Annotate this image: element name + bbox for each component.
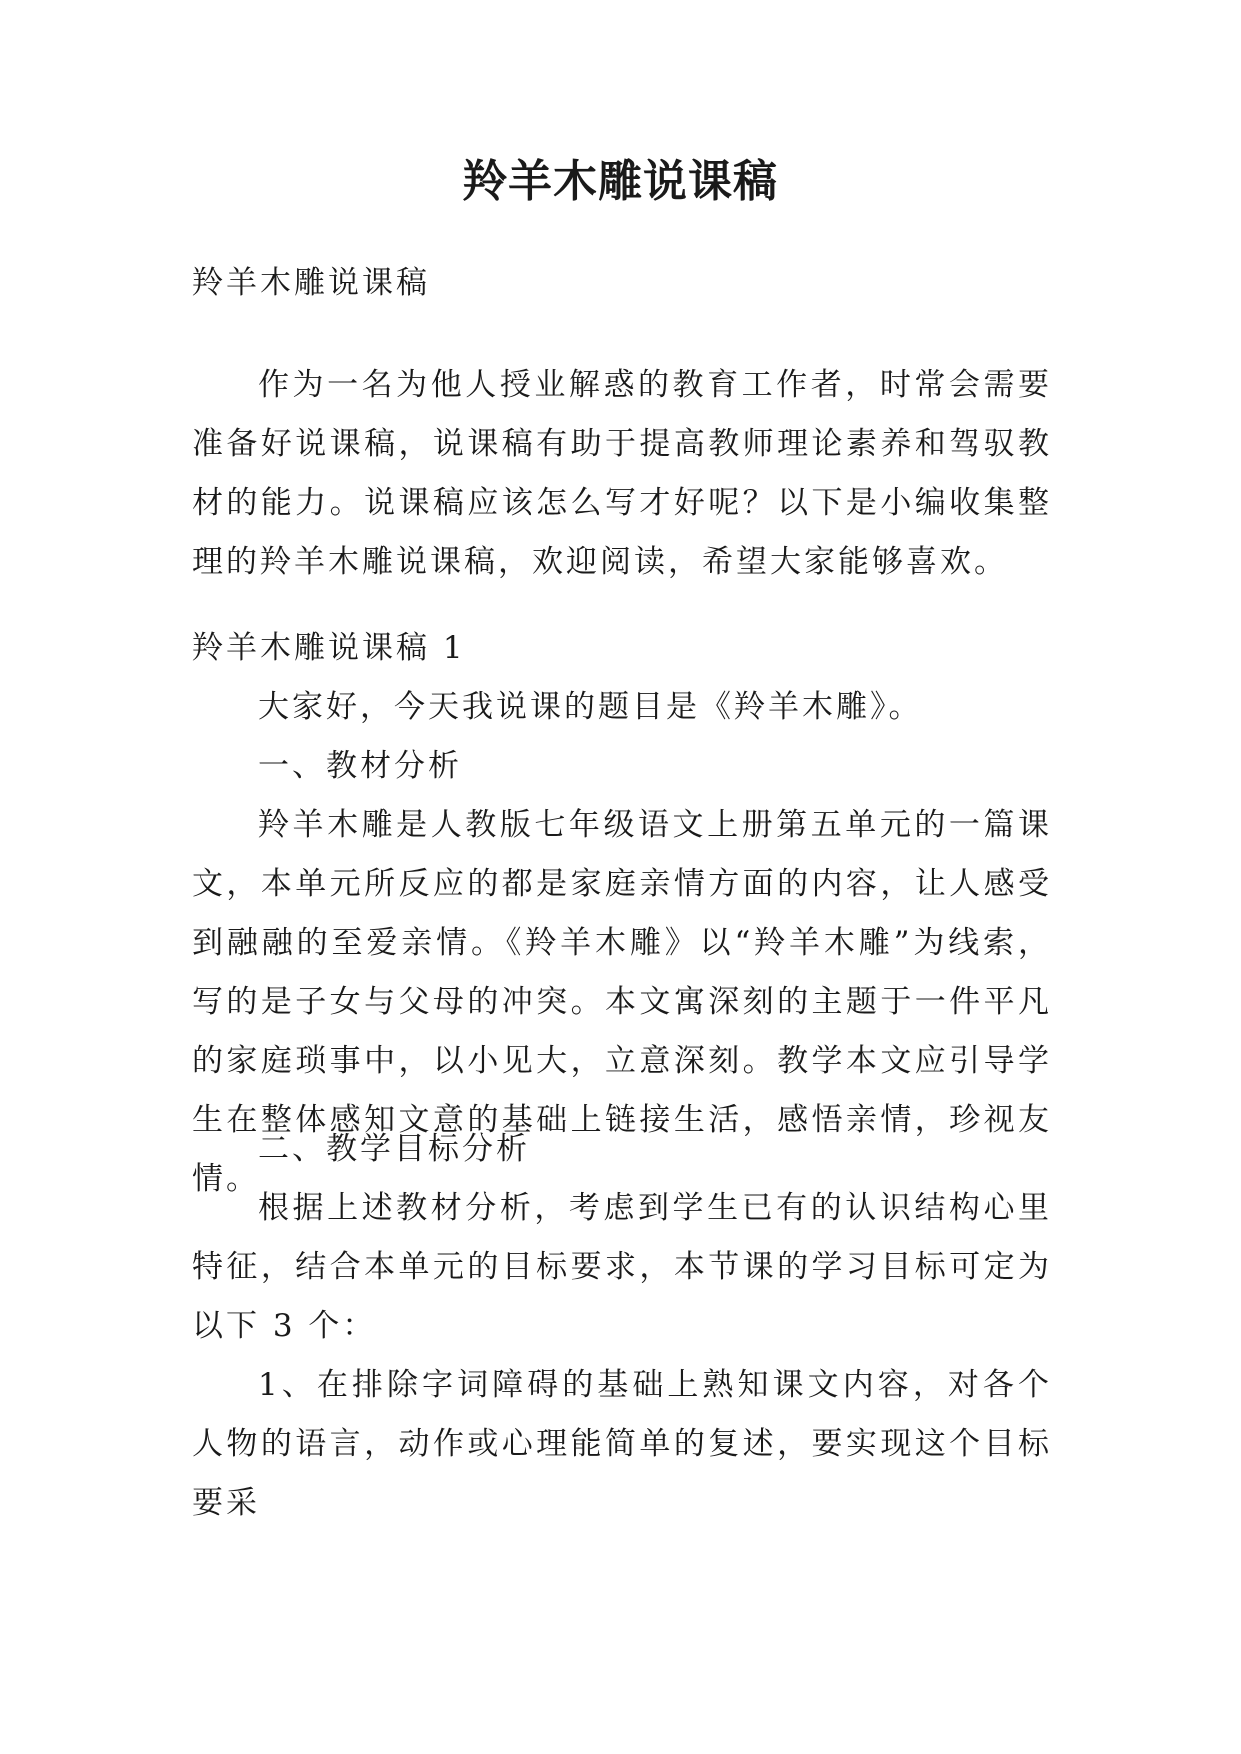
part2-paragraph: 根据上述教材分析，考虑到学生已有的认识结构心里特征，结合本单元的目标要求，本节课的学习目标可定为以下 3 个： <box>192 1190 1052 1344</box>
section-heading: 羚羊木雕说课稿 1 <box>192 630 466 666</box>
greeting-paragraph: 大家好，今天我说课的题目是《羚羊木雕》。 <box>258 689 923 725</box>
part2-heading: 二、教学目标分析 <box>258 1131 530 1167</box>
intro-paragraph: 作为一名为他人授业解惑的教育工作者，时常会需要准备好说课稿，说课稿有助于提高教师理论素养和驾驭教材的能力。说课稿应该怎么写才好呢？以下是小编收集整理的羚羊木雕说课稿，欢迎阅读，希望大家能够喜欢。 <box>192 367 1052 580</box>
document-title: 羚羊木雕说课稿 <box>463 156 778 207</box>
goal-item-1: 1、在排除字词障碍的基础上熟知课文内容，对各个人物的语言，动作或心理能简单的复述，要实现这个目标要采 <box>192 1367 1052 1521</box>
part1-heading: 一、教材分析 <box>258 748 462 784</box>
part1-paragraph: 羚羊木雕是人教版七年级语文上册第五单元的一篇课文，本单元所反应的都是家庭亲情方面的内容，让人感受到融融的至爱亲情。《羚羊木雕》以“羚羊木雕”为线索，写的是子女与父母的冲突。本文寓深刻的主题于一件平凡的家庭琐事中，以小见大，立意深刻。教学本文应引导学生在整体感知文意的基础上链接生活，感悟亲情，珍视友情。 <box>192 807 1052 1197</box>
document-subtitle: 羚羊木雕说课稿 <box>192 265 430 301</box>
